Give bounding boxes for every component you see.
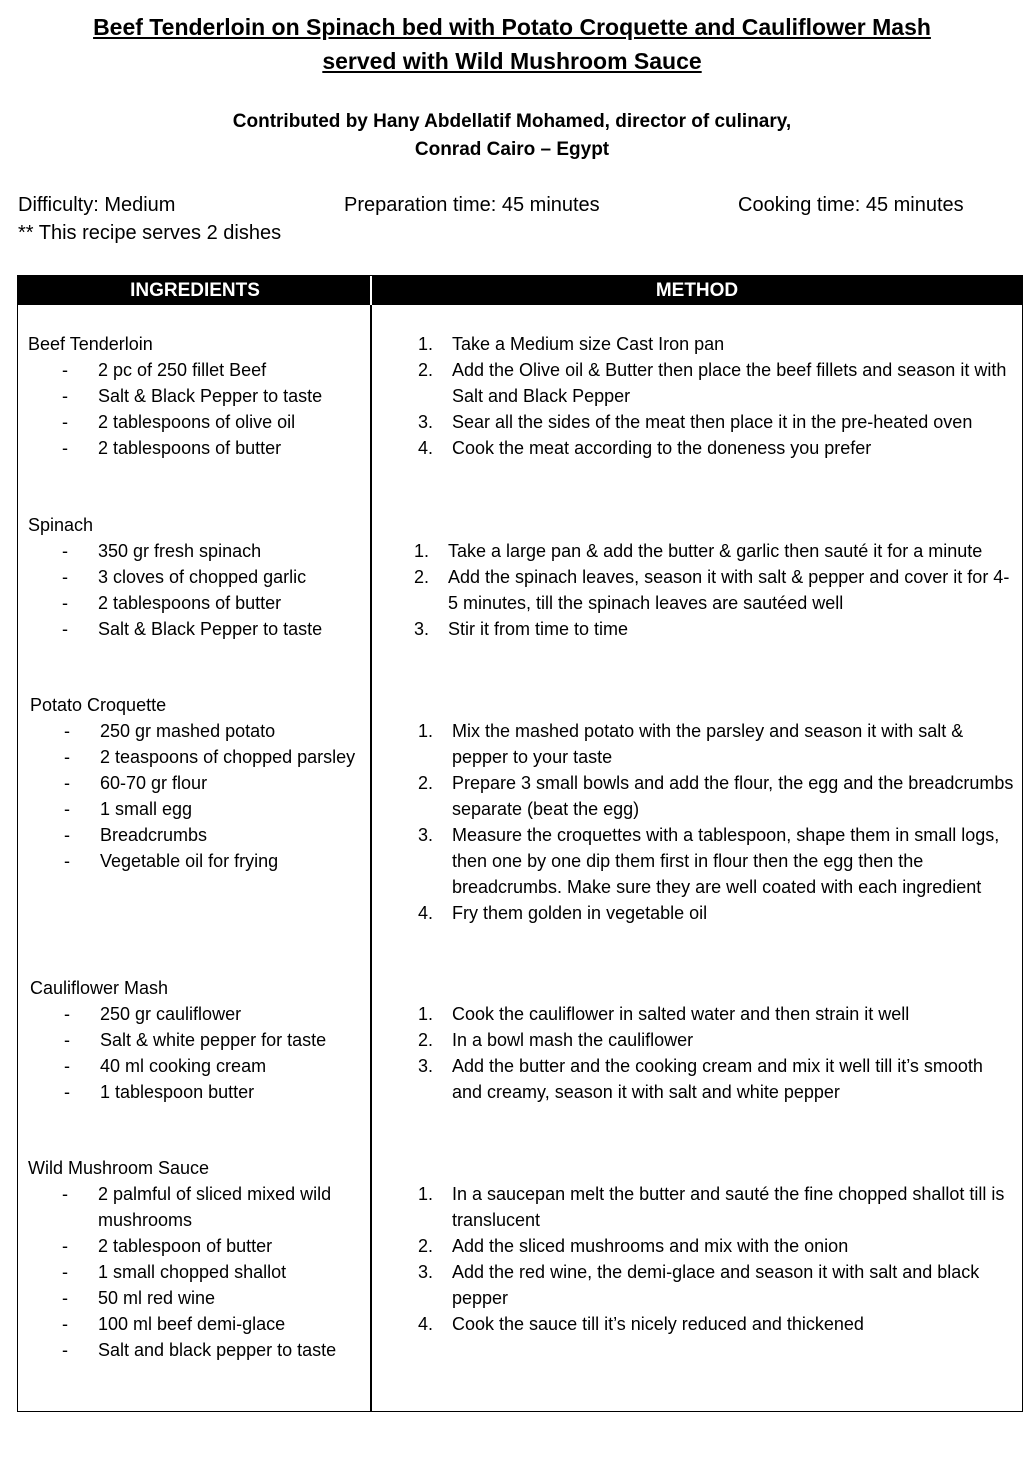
- step-number: 2.: [414, 567, 430, 587]
- ingredient-list: [28, 538, 363, 642]
- step-number: 3.: [418, 1056, 434, 1076]
- servings-note: ** This recipe serves 2 dishes: [18, 222, 282, 244]
- contributor-credit: [40, 108, 984, 164]
- step-text: Add the red wine, the demi-glace and season it with salt and black pepper: [452, 1262, 980, 1308]
- step-number: 2.: [418, 773, 434, 793]
- ingredient-item: [30, 796, 365, 822]
- method-steps: [410, 331, 1015, 461]
- method-step: [410, 331, 1015, 357]
- step-number: 1.: [418, 1004, 434, 1024]
- step-number: 4.: [418, 1314, 434, 1334]
- ingredient-text: 100 ml beef demi-glace: [98, 1314, 286, 1334]
- table-header: [18, 276, 1022, 305]
- ingredient-item: [28, 1337, 363, 1363]
- step-text: Stir it from time to time: [448, 619, 629, 639]
- ingredient-item: [30, 848, 365, 874]
- ingredient-list: [30, 1001, 365, 1105]
- step-text: Add the butter and the cooking cream and mix it well till it’s smooth and creamy, season it with salt and white pepper: [452, 1056, 983, 1102]
- ingredient-text: 1 small chopped shallot: [98, 1262, 287, 1282]
- method-step: [410, 1259, 1015, 1311]
- bullet-dash: -: [62, 412, 68, 432]
- method-step: [406, 616, 1011, 642]
- method-step: [410, 770, 1015, 822]
- ingredient-item: [28, 590, 363, 616]
- method-block: [406, 538, 1011, 642]
- method-block: [410, 1181, 1015, 1337]
- ingredient-text: Salt and black pepper to taste: [98, 1340, 337, 1360]
- ingredient-text: 40 ml cooking cream: [100, 1056, 267, 1076]
- section-title: Cauliflower Mash: [30, 978, 169, 998]
- method-steps: [406, 538, 1011, 642]
- method-block: [410, 331, 1015, 461]
- bullet-dash: -: [62, 1262, 68, 1282]
- step-number: 3.: [418, 1262, 434, 1282]
- ingredient-item: [30, 744, 365, 770]
- bullet-dash: -: [64, 1004, 70, 1024]
- ingredient-list: [30, 718, 365, 874]
- ingredient-item: [28, 564, 363, 590]
- step-number: 2.: [418, 1030, 434, 1050]
- ingredient-text: Salt & Black Pepper to taste: [98, 619, 323, 639]
- method-step: [410, 1053, 1015, 1105]
- ingredient-item: [30, 1027, 365, 1053]
- step-text: Add the Olive oil & Butter then place the beef fillets and season it with Salt and Black Pepper: [452, 360, 1007, 406]
- ingredients-block: [28, 1155, 363, 1363]
- bullet-dash: -: [64, 851, 70, 871]
- bullet-dash: -: [62, 593, 68, 613]
- ingredient-item: [28, 1311, 363, 1337]
- method-block: [410, 1001, 1015, 1105]
- method-step: [410, 409, 1015, 435]
- step-text: Mix the mashed potato with the parsley and season it with salt & pepper to your taste: [452, 721, 964, 767]
- method-step: [406, 538, 1011, 564]
- method-step: [410, 1311, 1015, 1337]
- difficulty-label: Difficulty: Medium: [18, 194, 176, 216]
- step-number: 3.: [418, 412, 434, 432]
- step-number: 3.: [418, 825, 434, 845]
- method-steps: [410, 1001, 1015, 1105]
- ingredient-item: [30, 1079, 365, 1105]
- bullet-dash: -: [64, 747, 70, 767]
- ingredient-text: Vegetable oil for frying: [100, 851, 279, 871]
- bullet-dash: -: [62, 1340, 68, 1360]
- ingredient-text: 2 tablespoons of olive oil: [98, 412, 296, 432]
- bullet-dash: -: [62, 360, 68, 380]
- preparation-time-label: Preparation time: 45 minutes: [344, 194, 600, 216]
- ingredient-text: Salt & white pepper for taste: [100, 1030, 327, 1050]
- step-text: Cook the sauce till it’s nicely reduced and thickened: [452, 1314, 864, 1334]
- step-text: Add the sliced mushrooms and mix with the onion: [452, 1236, 849, 1256]
- method-step: [410, 718, 1015, 770]
- section-title: Beef Tenderloin: [28, 334, 153, 354]
- step-text: Prepare 3 small bowls and add the flour, the egg and the breadcrumbs separate (beat the egg): [452, 773, 1014, 819]
- method-step: [410, 822, 1015, 900]
- recipe-title-line-1: Beef Tenderloin on Spinach bed with Potato Croquette and Cauliflower Mash: [93, 14, 931, 40]
- ingredients-block: [28, 331, 363, 461]
- ingredient-text: 2 tablespoons of butter: [98, 593, 282, 613]
- method-step: [410, 1001, 1015, 1027]
- recipe-table: [17, 275, 1023, 1412]
- step-number: 4.: [418, 438, 434, 458]
- bullet-dash: -: [64, 1056, 70, 1076]
- method-step: [410, 1181, 1015, 1233]
- ingredients-block: [30, 692, 365, 874]
- method-step: [410, 1233, 1015, 1259]
- step-text: Measure the croquettes with a tablespoon, shape them in small logs, then one by one dip them first in flour then the egg then the breadcrumbs. Make sure they are well coated with each ingredient: [452, 825, 1000, 897]
- step-text: Sear all the sides of the meat then place it in the pre-heated oven: [452, 412, 973, 432]
- ingredient-item: [28, 538, 363, 564]
- bullet-dash: -: [64, 721, 70, 741]
- step-text: Cook the cauliflower in salted water and then strain it well: [452, 1004, 910, 1024]
- ingredient-item: [28, 616, 363, 642]
- ingredient-text: Breadcrumbs: [100, 825, 208, 845]
- ingredient-item: [28, 1259, 363, 1285]
- method-step: [410, 900, 1015, 926]
- bullet-dash: -: [64, 773, 70, 793]
- ingredient-text: Salt & Black Pepper to taste: [98, 386, 323, 406]
- ingredient-item: [28, 1285, 363, 1311]
- ingredient-list: [28, 1181, 363, 1363]
- step-number: 2.: [418, 1236, 434, 1256]
- ingredients-block: [28, 512, 363, 642]
- step-text: Fry them golden in vegetable oil: [452, 903, 708, 923]
- method-step: [410, 435, 1015, 461]
- cooking-time-label: Cooking time: 45 minutes: [738, 194, 964, 216]
- ingredient-item: [28, 1181, 363, 1233]
- step-text: Take a large pan & add the butter & garlic then sauté it for a minute: [448, 541, 983, 561]
- ingredients-header: INGREDIENTS: [130, 280, 260, 301]
- ingredients-block: [30, 975, 365, 1105]
- step-number: 2.: [418, 360, 434, 380]
- step-text: Take a Medium size Cast Iron pan: [452, 334, 725, 354]
- column-divider: [370, 276, 372, 1411]
- ingredient-item: [30, 718, 365, 744]
- ingredient-item: [28, 357, 363, 383]
- method-block: [410, 718, 1015, 926]
- ingredient-item: [30, 822, 365, 848]
- step-number: 1.: [418, 1184, 434, 1204]
- step-number: 1.: [418, 334, 434, 354]
- bullet-dash: -: [64, 799, 70, 819]
- section-title: Spinach: [28, 515, 94, 535]
- ingredient-text: 250 gr cauliflower: [100, 1004, 242, 1024]
- method-header: METHOD: [655, 280, 739, 301]
- bullet-dash: -: [62, 438, 68, 458]
- step-number: 3.: [414, 619, 430, 639]
- bullet-dash: -: [64, 1030, 70, 1050]
- ingredient-text: 50 ml red wine: [98, 1288, 216, 1308]
- ingredient-text: 2 tablespoons of butter: [98, 438, 282, 458]
- ingredient-item: [28, 435, 363, 461]
- bullet-dash: -: [62, 1236, 68, 1256]
- ingredient-item: [28, 1233, 363, 1259]
- ingredient-text: 2 palmful of sliced mixed wild mushrooms: [98, 1184, 332, 1230]
- step-text: Cook the meat according to the doneness you prefer: [452, 438, 872, 458]
- ingredient-text: 250 gr mashed potato: [100, 721, 276, 741]
- ingredient-item: [28, 383, 363, 409]
- bullet-dash: -: [64, 1082, 70, 1102]
- method-step: [406, 564, 1011, 616]
- ingredient-list: [28, 357, 363, 461]
- method-steps: [410, 1181, 1015, 1337]
- method-steps: [410, 718, 1015, 926]
- bullet-dash: -: [62, 1314, 68, 1334]
- bullet-dash: -: [62, 541, 68, 561]
- ingredient-item: [30, 770, 365, 796]
- method-step: [410, 357, 1015, 409]
- ingredient-text: 1 small egg: [100, 799, 193, 819]
- ingredient-item: [30, 1053, 365, 1079]
- step-number: 1.: [418, 721, 434, 741]
- ingredient-text: 2 tablespoon of butter: [98, 1236, 273, 1256]
- section-title: Wild Mushroom Sauce: [28, 1158, 210, 1178]
- method-step: [410, 1027, 1015, 1053]
- step-number: 4.: [418, 903, 434, 923]
- contributor-line-1: Contributed by Hany Abdellatif Mohamed, director of culinary,: [232, 111, 792, 132]
- step-text: In a bowl mash the cauliflower: [452, 1030, 694, 1050]
- contributor-line-2: Conrad Cairo – Egypt: [414, 139, 610, 160]
- recipe-title: [40, 10, 984, 78]
- recipe-title-line-2: served with Wild Mushroom Sauce: [322, 48, 702, 74]
- bullet-dash: -: [62, 619, 68, 639]
- ingredient-text: 350 gr fresh spinach: [98, 541, 262, 561]
- section-title: Potato Croquette: [30, 695, 167, 715]
- ingredient-item: [28, 409, 363, 435]
- ingredient-text: 60-70 gr flour: [100, 773, 208, 793]
- bullet-dash: -: [62, 1288, 68, 1308]
- step-number: 1.: [414, 541, 430, 561]
- bullet-dash: -: [62, 1184, 68, 1204]
- bullet-dash: -: [62, 386, 68, 406]
- ingredient-text: 2 pc of 250 fillet Beef: [98, 360, 267, 380]
- ingredient-text: 1 tablespoon butter: [100, 1082, 255, 1102]
- ingredient-text: 3 cloves of chopped garlic: [98, 567, 307, 587]
- ingredient-item: [30, 1001, 365, 1027]
- bullet-dash: -: [64, 825, 70, 845]
- step-text: Add the spinach leaves, season it with salt & pepper and cover it for 4-5 minutes, till the spinach leaves are sautéed well: [448, 567, 1010, 613]
- step-text: In a saucepan melt the butter and sauté the fine chopped shallot till is translucent: [452, 1184, 1005, 1230]
- bullet-dash: -: [62, 567, 68, 587]
- ingredient-text: 2 teaspoons of chopped parsley: [100, 747, 356, 767]
